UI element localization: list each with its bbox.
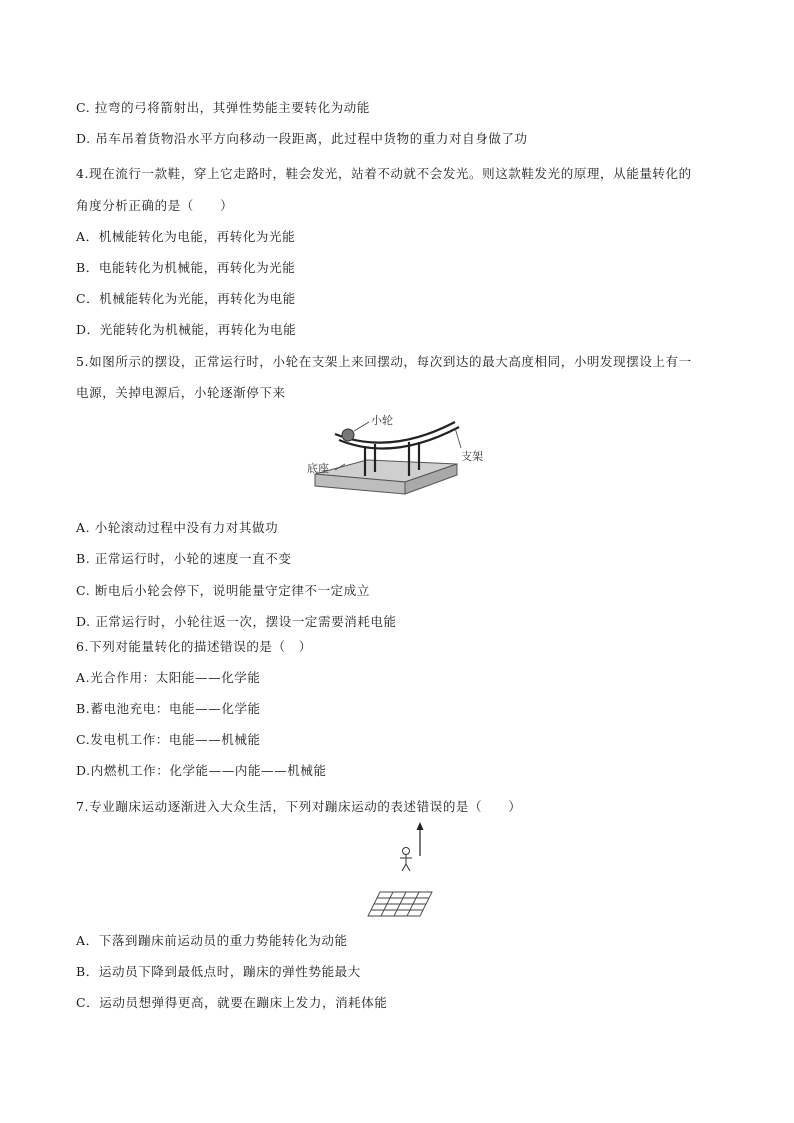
trampoline-figure	[360, 820, 440, 920]
q4-stem-line-1: 4.现在流行一款鞋，穿上它走路时，鞋会发光，站着不动就不会发光。则这款鞋发光的原理，从能量转化的	[76, 166, 692, 181]
q6-option-a: A.光合作用：太阳能——化学能	[76, 670, 261, 685]
q6-option-d: D.内燃机工作：化学能——内能——机械能	[76, 763, 327, 778]
q7-stem: 7.专业蹦床运动逐渐进入大众生活，下列对蹦床运动的表述错误的是（ ）	[76, 799, 522, 814]
athlete-figure	[400, 848, 412, 872]
q4-stem-line-2: 角度分析正确的是（ ）	[76, 198, 234, 213]
small-wheel	[342, 429, 354, 441]
q5-stem-line-1: 5.如图所示的摆设，正常运行时，小轮在支架上来回摆动，每次到达的最大高度相同，小明发现摆设上有一	[76, 354, 692, 369]
trampoline-grid	[368, 892, 432, 916]
q7-option-a: A．下落到蹦床前运动员的重力势能转化为动能	[76, 933, 348, 948]
label-base: 底座	[307, 462, 329, 475]
q4-option-a: A．机械能转化为电能，再转化为光能	[76, 229, 296, 244]
q5-option-c: C. 断电后小轮会停下，说明能量守定律不一定成立	[76, 583, 370, 598]
label-wheel: 小轮	[371, 414, 393, 427]
q4-option-d: D．光能转化为机械能，再转化为电能	[76, 322, 297, 337]
q7-option-c: C．运动员想弹得更高，就要在蹦床上发力，消耗体能	[76, 995, 388, 1010]
q5-option-b: B. 正常运行时，小轮的速度一直不变	[76, 551, 292, 566]
q3-option-d: D. 吊车吊着货物沿水平方向移动一段距离，此过程中货物的重力对自身做了功	[76, 131, 528, 146]
q4-option-b: B．电能转化为机械能，再转化为光能	[76, 260, 296, 275]
q3-option-c: C. 拉弯的弓将箭射出，其弹性势能主要转化为动能	[76, 100, 370, 115]
q4-option-c: C．机械能转化为光能，再转化为电能	[76, 291, 296, 306]
q7-option-b: B．运动员下降到最低点时，蹦床的弹性势能最大	[76, 964, 361, 979]
pendulum-toy-figure	[305, 412, 495, 504]
q6-option-b: B.蓄电池充电：电能——化学能	[76, 701, 261, 716]
q5-option-a: A. 小轮滚动过程中没有力对其做功	[76, 520, 279, 535]
q6-option-c: C.发电机工作：电能——机械能	[76, 732, 261, 747]
q6-stem: 6.下列对能量转化的描述错误的是（ ）	[76, 639, 312, 654]
q5-stem-line-2: 电源，关掉电源后，小轮逐渐停下来	[76, 385, 286, 400]
q5-option-d: D. 正常运行时，小轮往返一次，摆设一定需要消耗电能	[76, 614, 397, 629]
label-frame: 支架	[461, 450, 483, 463]
